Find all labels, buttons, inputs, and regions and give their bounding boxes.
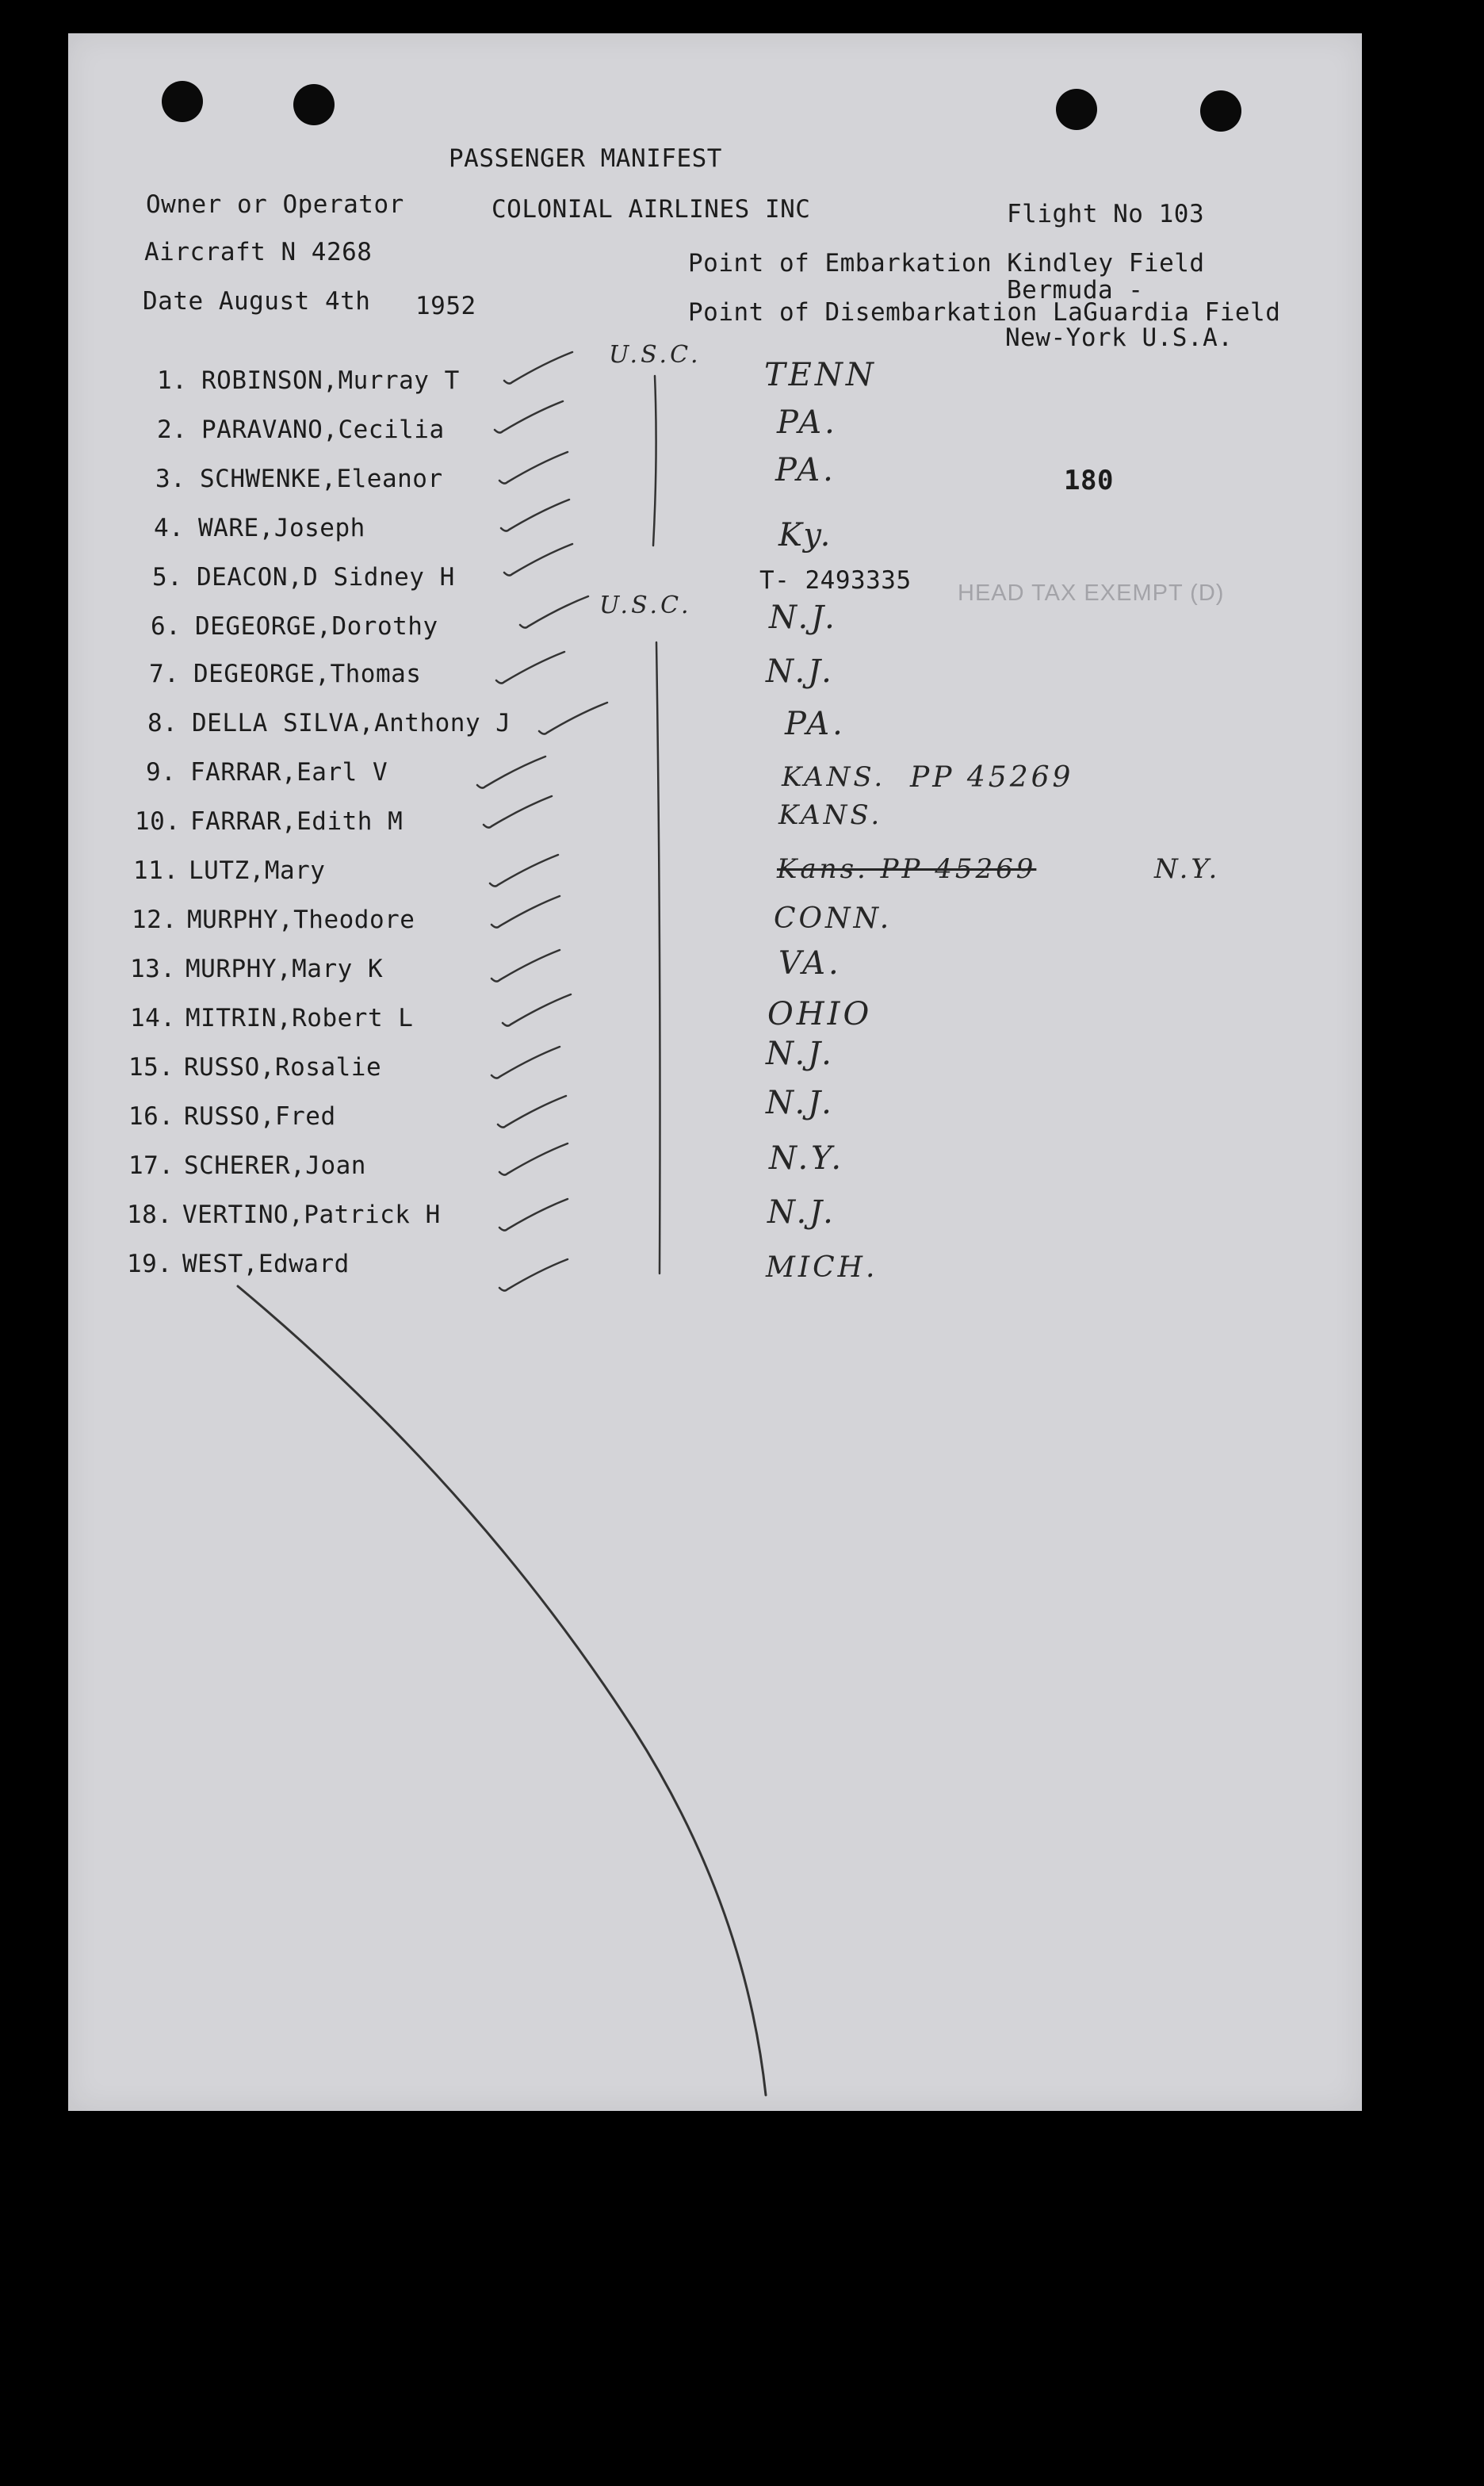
row-number: 8.: [147, 709, 178, 737]
date-label: Date August 4th: [143, 287, 371, 316]
aircraft-number: Aircraft N 4268: [144, 238, 373, 266]
row-number: 12.: [132, 906, 178, 934]
passenger-name: DEGEORGE,Dorothy: [195, 612, 438, 641]
farrar-passport-note: PP 45269: [910, 761, 1074, 794]
row-number: 5.: [152, 563, 183, 592]
bracket-line: [656, 642, 660, 1274]
check-mark: [499, 1143, 568, 1175]
passenger-name: MITRIN,Robert L: [186, 1004, 414, 1032]
row-number: 15.: [128, 1053, 174, 1082]
passenger-name: FARRAR,Earl V: [190, 758, 388, 787]
check-mark: [499, 1259, 568, 1291]
row-number: 11.: [133, 856, 179, 885]
passenger-state: VA.: [778, 945, 842, 982]
row-number: 16.: [128, 1102, 174, 1131]
check-mark: [491, 1047, 560, 1078]
passenger-name: DEGEORGE,Thomas: [193, 660, 422, 688]
usc-note: U.S.C.: [599, 592, 692, 619]
passenger-name: FARRAR,Edith M: [190, 807, 404, 836]
passenger-state: Ky.: [778, 517, 834, 554]
passenger-name: PARAVANO,Cecilia: [201, 416, 445, 444]
passenger-name: DEACON,D Sidney H: [197, 563, 455, 592]
check-mark: [504, 544, 572, 576]
row-number: 10.: [135, 807, 181, 836]
row-number: 9.: [146, 758, 177, 787]
row-number: 7.: [149, 660, 180, 688]
passenger-state: OHIO: [767, 996, 873, 1032]
embarkation-point: Point of Embarkation Kindley Field: [688, 249, 1205, 278]
check-mark: [491, 950, 560, 982]
passenger-name: SCHWENKE,Eleanor: [200, 465, 443, 493]
check-mark: [520, 596, 588, 628]
check-mark: [504, 352, 572, 384]
row-number: 18.: [127, 1201, 173, 1229]
row-number: 3.: [155, 465, 186, 493]
row-number: 14.: [130, 1004, 176, 1032]
check-mark: [491, 896, 560, 928]
check-mark: [499, 452, 568, 484]
passenger-state: N.J.: [767, 1194, 836, 1231]
passenger-state: PA.: [775, 452, 836, 488]
date-year: 1952: [415, 292, 476, 320]
passenger-state: N.J.: [769, 599, 838, 636]
passenger-name: MURPHY,Mary K: [186, 955, 384, 983]
page-number: 180: [1064, 465, 1114, 496]
passenger-name: DELLA SILVA,Anthony J: [192, 709, 511, 737]
check-mark: [490, 855, 558, 887]
check-mark: [495, 401, 563, 433]
bracket-line: [653, 376, 656, 546]
passenger-state: N.J.: [766, 653, 835, 690]
owner-value: COLONIAL AIRLINES INC: [491, 195, 811, 224]
row-number: 4.: [154, 514, 185, 542]
check-mark: [501, 500, 569, 531]
owner-label: Owner or Operator: [146, 190, 404, 219]
passenger-state: MICH.: [766, 1251, 878, 1284]
passenger-name: WARE,Joseph: [198, 514, 365, 542]
passenger-state: N.J.: [766, 1085, 835, 1121]
passenger-name: VERTINO,Patrick H: [182, 1201, 441, 1229]
passenger-state: KANS.: [782, 761, 886, 793]
passenger-state: CONN.: [774, 902, 893, 935]
head-tax-exempt-stamp: HEAD TAX EXEMPT (D): [958, 580, 1225, 606]
passenger-name: SCHERER,Joan: [184, 1151, 366, 1180]
diagonal-stroke: [238, 1286, 766, 2095]
manifest-title: PASSENGER MANIFEST: [449, 144, 722, 173]
check-mark: [498, 1096, 566, 1128]
row-number: 17.: [128, 1151, 174, 1180]
passenger-state: PA.: [785, 706, 846, 742]
check-mark: [539, 703, 607, 734]
row-number: 2.: [157, 416, 188, 444]
passenger-state: KANS.: [778, 799, 883, 831]
embarkation-subtext: Bermuda -: [1007, 276, 1144, 305]
check-mark: [499, 1199, 568, 1231]
passenger-state: N.J.: [766, 1036, 835, 1072]
deacon-ticket-number: T- 2493335: [759, 566, 912, 595]
row-number: 6.: [151, 612, 182, 641]
disembarkation-point: Point of Disembarkation LaGuardia Field: [688, 298, 1281, 327]
passenger-state: PA.: [777, 404, 838, 441]
passenger-state: N.Y.: [769, 1140, 845, 1177]
passenger-name: ROBINSON,Murray T: [201, 366, 460, 395]
check-mark: [503, 994, 571, 1026]
passenger-name: RUSSO,Fred: [184, 1102, 336, 1131]
disembarkation-subtext: New-York U.S.A.: [1005, 324, 1233, 352]
check-mark: [477, 757, 545, 788]
row-number: 13.: [130, 955, 176, 983]
check-mark: [496, 652, 564, 684]
passenger-name: MURPHY,Theodore: [187, 906, 415, 934]
row-number: 1.: [157, 366, 188, 395]
flight-number: Flight No 103: [1007, 200, 1205, 228]
usc-note: U.S.C.: [609, 341, 702, 369]
passenger-name: LUTZ,Mary: [189, 856, 326, 885]
struck-out-note: Kans. PP 45269: [777, 853, 1037, 885]
row-number: 19.: [127, 1250, 173, 1278]
check-mark: [484, 796, 552, 828]
passenger-name: RUSSO,Rosalie: [184, 1053, 382, 1082]
passenger-state: TENN: [764, 357, 877, 393]
lutz-state-correction: N.Y.: [1154, 853, 1221, 885]
passenger-name: WEST,Edward: [182, 1250, 350, 1278]
